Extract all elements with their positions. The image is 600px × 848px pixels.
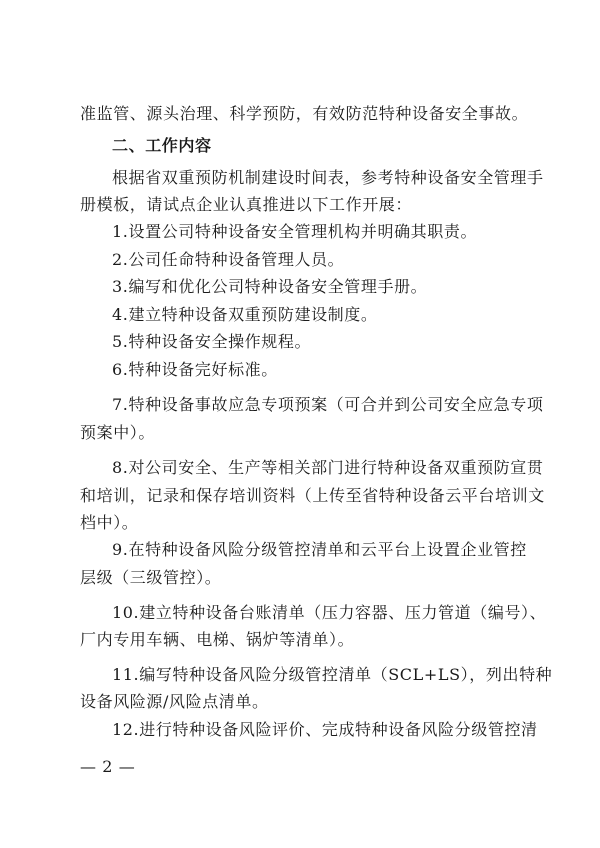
page-number: — 2 — (80, 757, 136, 776)
list-item-5: 5.特种设备安全操作规程。 (112, 332, 312, 351)
lead-paragraph-line: 册模板，请试点企业认真推进以下工作开展： (80, 195, 413, 214)
list-item-10: 10.建立特种设备台账清单（压力容器、压力管道（编号）、 (112, 603, 547, 622)
list-item-11-cont: 设备风险源/风险点清单。 (80, 692, 269, 711)
list-item-12: 12.进行特种设备风险评价、完成特种设备风险分级管控清 (112, 720, 538, 739)
list-item-6: 6.特种设备完好标准。 (112, 360, 278, 379)
list-item-11: 11.编写特种设备风险分级管控清单（SCL+LS），列出特种 (112, 665, 553, 684)
section-heading: 二、工作内容 (112, 136, 212, 155)
list-item-10-cont: 厂内专用车辆、电梯、锅炉等清单）。 (80, 630, 355, 649)
list-item-4: 4.建立特种设备双重预防建设制度。 (112, 305, 378, 324)
list-item-9: 9.在特种设备风险分级管控清单和云平台上设置企业管控 (112, 540, 527, 559)
list-item-8-cont: 和培训，记录和保存培训资料（上传至省特种设备云平台培训文 (80, 486, 545, 505)
list-item-1: 1.设置公司特种设备安全管理机构并明确其职责。 (112, 222, 478, 241)
list-item-7: 7.特种设备事故应急专项预案（可合并到公司安全应急专项 (112, 395, 544, 414)
list-item-7-cont: 预案中）。 (80, 423, 156, 442)
intro-tail-text: 准监管、源头治理、科学预防，有效防范特种设备安全事故。 (80, 104, 529, 123)
lead-paragraph-line: 根据省双重预防机制建设时间表，参考特种设备安全管理手 (112, 168, 544, 187)
list-item-9-cont: 层级（三级管控）。 (80, 568, 222, 587)
list-item-2: 2.公司任命特种设备管理人员。 (112, 250, 345, 269)
list-item-3: 3.编写和优化公司特种设备安全管理手册。 (112, 277, 428, 296)
list-item-8: 8.对公司安全、生产等相关部门进行特种设备双重预防宣贯 (112, 458, 544, 477)
list-item-8-cont: 档中）。 (80, 513, 139, 532)
